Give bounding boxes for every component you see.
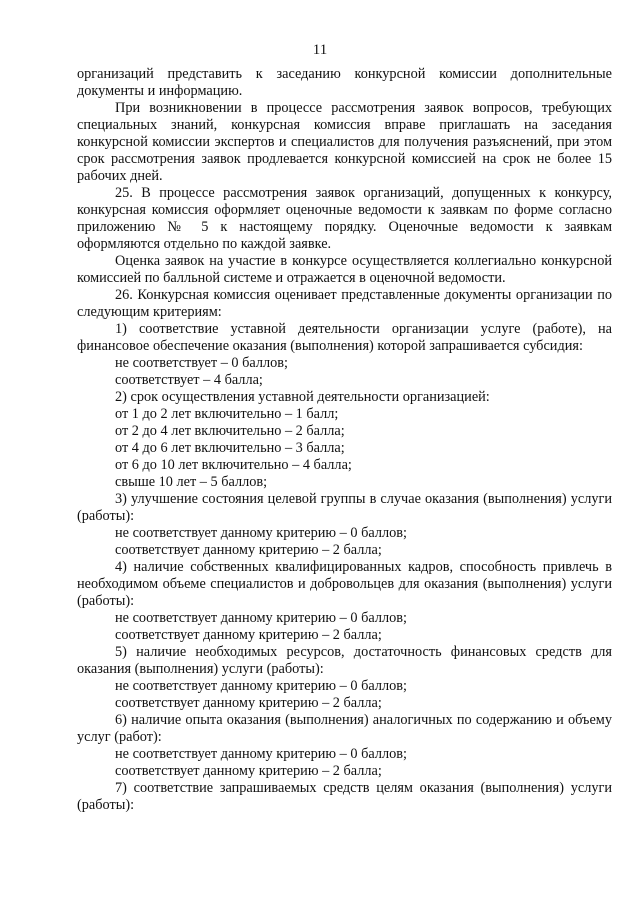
score-line: от 2 до 4 лет включительно – 2 балла; bbox=[115, 423, 345, 439]
paragraph-26: 26. Конкурсная комиссия оценивает представленные документы организации по следующим критериям: bbox=[77, 287, 612, 320]
paragraph-continuation: организаций представить к заседанию конкурсной комиссии дополнительные документы и информацию. bbox=[77, 66, 612, 99]
score-line: не соответствует данному критерию – 0 баллов; bbox=[115, 610, 407, 626]
score-line: соответствует данному критерию – 2 балла; bbox=[115, 542, 382, 558]
criterion-7: 7) соответствие запрашиваемых средств целям оказания (выполнения) услуги (работы): bbox=[77, 780, 612, 813]
paragraph-expert-invitation: При возникновении в процессе рассмотрения заявок вопросов, требующих специальных знаний, конкурсная комиссия вправе приглашать на заседания конкурсной комиссии экспертов и специалистов для получения разъяснений, при этом срок рассмотрения заявок продлевается конкурсной комиссией на срок не более 15 рабочих дней. bbox=[77, 100, 612, 184]
page-number: 11 bbox=[312, 42, 328, 58]
criterion-4: 4) наличие собственных квалифицированных кадров, способность привлечь в необходимом объеме специалистов и добровольцев для оказания (выполнения) услуги (работы): bbox=[77, 559, 612, 609]
criterion-6: 6) наличие опыта оказания (выполнения) аналогичных по содержанию и объему услуг (работ): bbox=[77, 712, 612, 745]
score-line: соответствует – 4 балла; bbox=[115, 372, 263, 388]
criterion-1: 1) соответствие уставной деятельности организации услуге (работе), на финансовое обеспечение оказания (выполнения) которой запрашивается субсидия: bbox=[77, 321, 612, 354]
document-body bbox=[77, 66, 612, 814]
score-line: не соответствует – 0 баллов; bbox=[115, 355, 289, 371]
score-line: не соответствует данному критерию – 0 баллов; bbox=[115, 525, 407, 541]
criterion-5: 5) наличие необходимых ресурсов, достаточность финансовых средств для оказания (выполнения) услуги (работы): bbox=[77, 644, 612, 677]
criterion-3: 3) улучшение состояния целевой группы в случае оказания (выполнения) услуги (работы): bbox=[77, 491, 612, 524]
score-line: от 4 до 6 лет включительно – 3 балла; bbox=[115, 440, 345, 456]
score-line: не соответствует данному критерию – 0 баллов; bbox=[115, 678, 407, 694]
criterion-2: 2) срок осуществления уставной деятельности организацией: bbox=[115, 389, 490, 405]
score-line: не соответствует данному критерию – 0 баллов; bbox=[115, 746, 407, 762]
score-line: от 6 до 10 лет включительно – 4 балла; bbox=[115, 457, 352, 473]
score-line: от 1 до 2 лет включительно – 1 балл; bbox=[115, 406, 339, 422]
score-line: соответствует данному критерию – 2 балла; bbox=[115, 695, 382, 711]
score-line: соответствует данному критерию – 2 балла; bbox=[115, 627, 382, 643]
paragraph-25: 25. В процессе рассмотрения заявок организаций, допущенных к конкурсу, конкурсная комиссия оформляет оценочные ведомости к заявкам по форме согласно приложению № 5 к настоящему порядку. Оценочные ведомости к заявкам оформляются отдельно по каждой заявке. bbox=[77, 185, 612, 252]
score-line: соответствует данному критерию – 2 балла; bbox=[115, 763, 382, 779]
score-line: свыше 10 лет – 5 баллов; bbox=[115, 474, 268, 490]
paragraph-evaluation: Оценка заявок на участие в конкурсе осуществляется коллегиально конкурсной комиссией по балльной системе и отражается в оценочной ведомости. bbox=[77, 253, 612, 286]
